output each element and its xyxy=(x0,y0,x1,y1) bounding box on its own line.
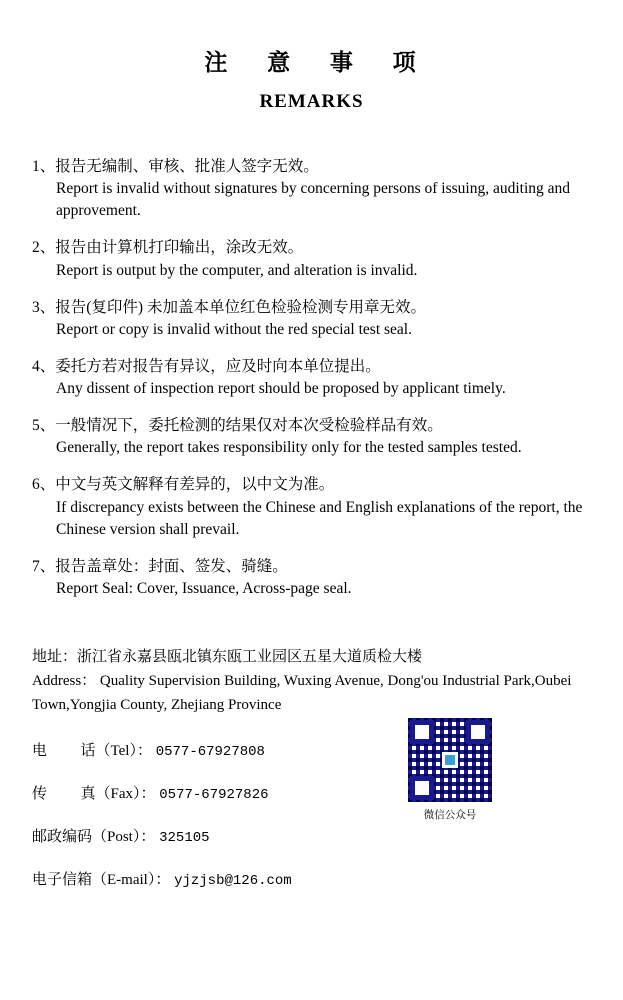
remark-item xyxy=(32,414,597,459)
fax-value: 0577-67927826 xyxy=(159,786,269,803)
remark-text-en: Any dissent of inspection report should be proposed by applicant timely. xyxy=(56,380,506,397)
tel-value: 0577-67927808 xyxy=(155,743,265,760)
contact-block xyxy=(26,646,597,889)
email-value[interactable]: yjzjsb@126.com xyxy=(174,872,292,889)
remark-text-cn: 1、报告无编制、审核、批准人签字无效。 xyxy=(32,158,319,175)
remark-item xyxy=(32,473,597,540)
address-en: Address： Quality Supervision Building, Wuxing Avenue, Dong'ou Industrial Park,Oubei Town,Yongjia County, Zhejiang Province xyxy=(32,673,572,713)
contact-row-email xyxy=(32,868,597,889)
address-cn: 地址：浙江省永嘉县瓯北镇东瓯工业园区五星大道质检大楼 xyxy=(32,648,423,665)
remark-text-en: Report is output by the computer, and alteration is invalid. xyxy=(56,261,418,279)
remark-text-cn: 4、委托方若对报告有异议，应及时向本单位提出。 xyxy=(32,357,381,375)
tel-label-suffix: 话（Tel）： xyxy=(80,742,152,759)
fax-label: 传 xyxy=(32,785,48,802)
qr-finder-bottom-left xyxy=(410,776,434,800)
remark-item xyxy=(32,155,597,222)
remark-text-cn: 5、一般情况下，委托检测的结果仅对本次受检验样品有效。 xyxy=(32,417,443,434)
remarks-list xyxy=(26,155,597,600)
remark-text-en: If discrepancy exists between the Chinese and English explanations of the report, the Chinese version shall prevail. xyxy=(56,498,583,538)
page-title-en: REMARKS xyxy=(259,91,364,112)
email-label: 电子信箱（E-mail）： xyxy=(32,871,171,888)
remark-text-cn: 2、报告由计算机打印输出，涂改无效。 xyxy=(32,239,304,257)
contact-row-post xyxy=(32,825,597,846)
remark-item xyxy=(32,236,597,281)
post-label: 邮政编码（Post）： xyxy=(32,828,156,845)
qr-code-icon xyxy=(408,718,492,802)
tel-label: 电 xyxy=(32,742,48,759)
contact-row-fax xyxy=(32,782,597,803)
contact-row-tel xyxy=(32,739,597,760)
remark-text-en: Report is invalid without signatures by concerning persons of issuing, auditing and approvement. xyxy=(56,180,571,220)
remark-item xyxy=(32,355,597,400)
wechat-qr-block xyxy=(403,718,497,822)
remark-text-en: Generally, the report takes responsibility only for the tested samples tested. xyxy=(56,439,522,457)
remark-text-en: Report or copy is invalid without the red special test seal. xyxy=(56,320,412,338)
fax-label-suffix: 真（Fax）： xyxy=(80,785,156,802)
remark-text-cn: 6、中文与英文解释有差异的，以中文为准。 xyxy=(32,476,335,494)
remark-text-cn: 7、报告盖章处：封面、签发、骑缝。 xyxy=(32,557,288,575)
contact-rows xyxy=(32,739,597,889)
page-title-cn: 注 意 事 项 xyxy=(204,50,433,75)
qr-caption: 微信公众号 xyxy=(423,809,477,821)
remark-item xyxy=(32,296,597,341)
remark-item xyxy=(32,555,597,600)
qr-center-logo xyxy=(442,752,458,768)
remark-text-en: Report Seal: Cover, Issuance, Across-page seal. xyxy=(56,579,352,597)
remark-text-cn: 3、报告(复印件) 未加盖本单位红色检验检测专用章无效。 xyxy=(32,298,426,316)
post-value: 325105 xyxy=(159,829,210,846)
